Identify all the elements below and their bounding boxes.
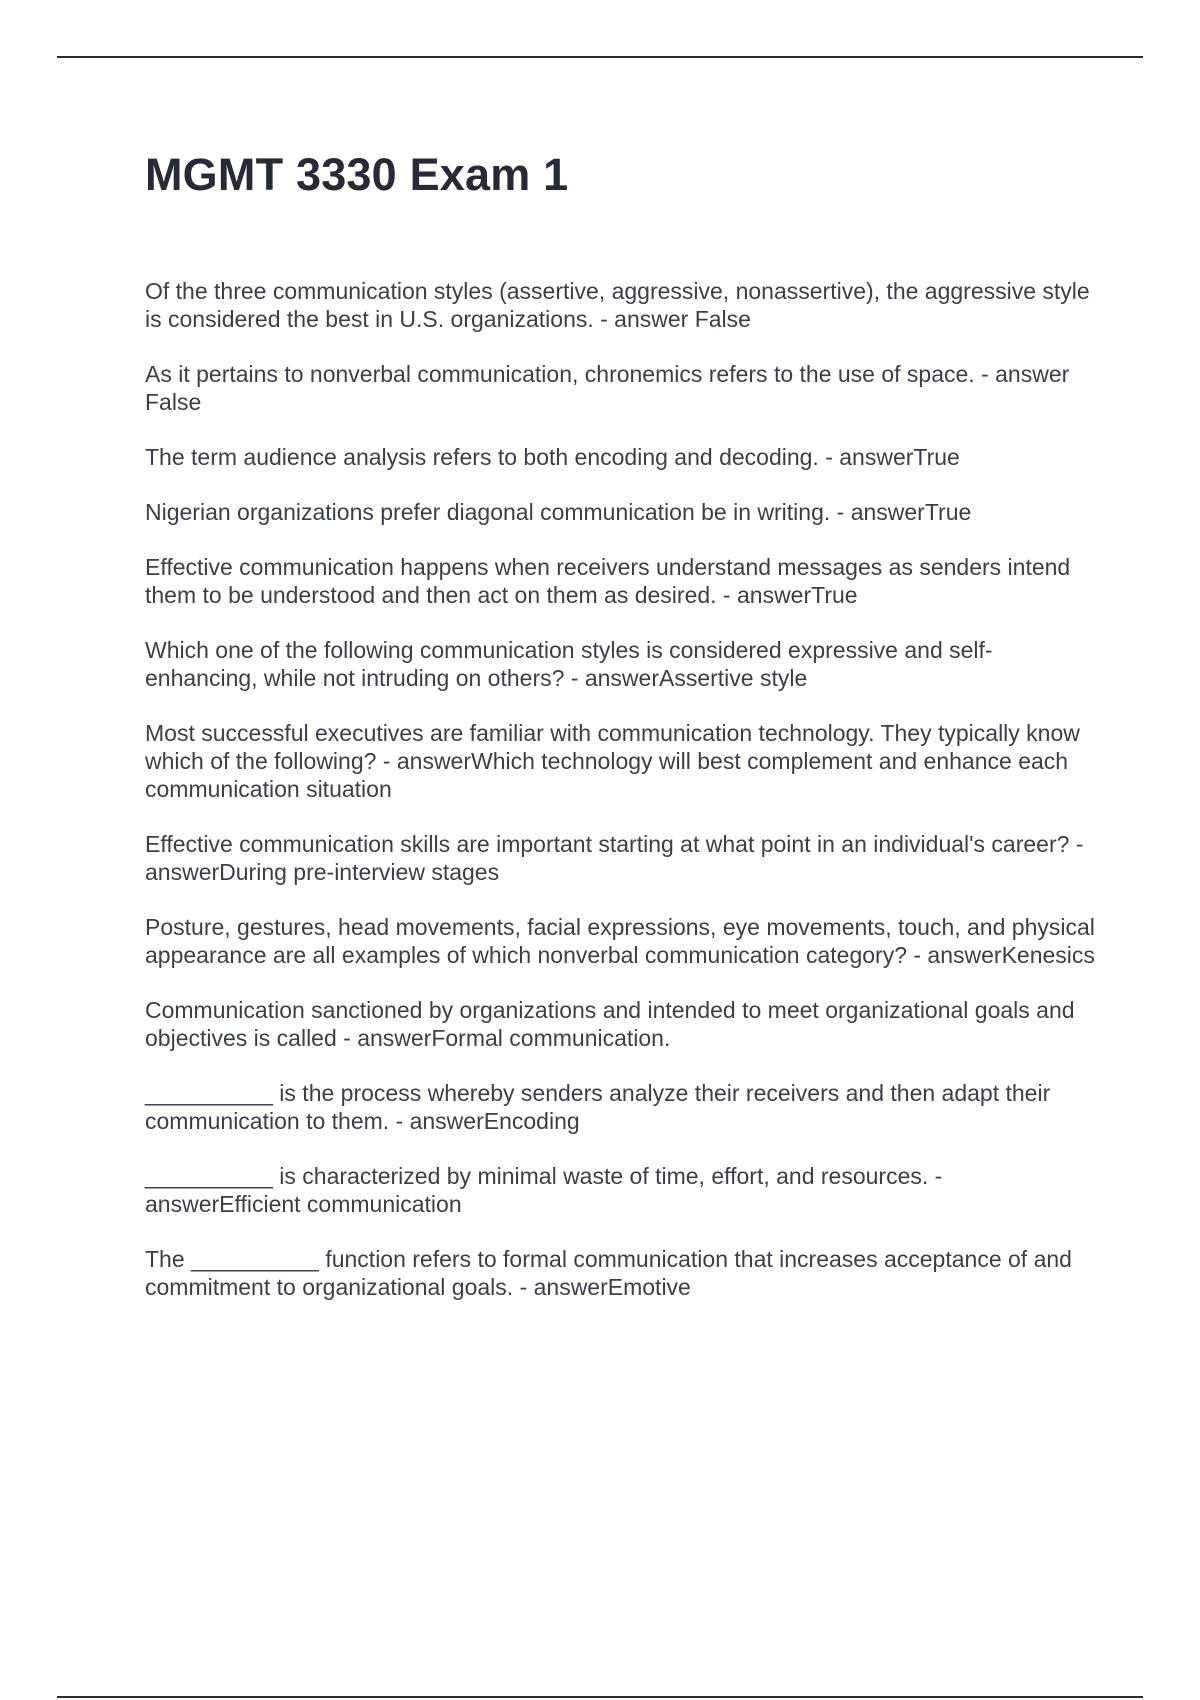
document-body	[145, 140, 1095, 1328]
top-rule	[57, 56, 1143, 58]
qa-item-2: As it pertains to nonverbal communication, chronemics refers to the use of space. - answer False	[145, 361, 1070, 415]
qa-item-8: Effective communication skills are important starting at what point in an individual's career? - answerDuring pre-interview stages	[145, 831, 1084, 885]
document-title: MGMT 3330 Exam 1	[145, 149, 569, 200]
bottom-rule	[57, 1696, 1143, 1698]
qa-item-5: Effective communication happens when receivers understand messages as senders intend them to be understood and then act on them as desired. - answerTrue	[145, 554, 1071, 608]
qa-item-7: Most successful executives are familiar with communication technology. They typically know which of the following? - answerWhich technology will best complement and enhance each communication situation	[145, 720, 1080, 802]
qa-item-1: Of the three communication styles (assertive, aggressive, nonassertive), the aggressive style is considered the best in U.S. organizations. - answer False	[145, 278, 1090, 332]
qa-item-10: Communication sanctioned by organizations and intended to meet organizational goals and objectives is called - answerFormal communication.	[145, 997, 1075, 1051]
qa-item-13: The __________ function refers to formal communication that increases acceptance of and commitment to organizational goals. - answerEmotive	[145, 1246, 1072, 1300]
qa-item-6: Which one of the following communication styles is considered expressive and self-enhancing, while not intruding on others? - answerAssertive style	[145, 637, 993, 691]
qa-item-11: __________ is the process whereby senders analyze their receivers and then adapt their communication to them. - answerEncoding	[145, 1080, 1051, 1134]
qa-item-3: The term audience analysis refers to both encoding and decoding. - answerTrue	[145, 444, 960, 470]
qa-list	[145, 277, 1095, 1301]
qa-item-12: __________ is characterized by minimal waste of time, effort, and resources. - answerEfficient communication	[145, 1163, 943, 1217]
qa-item-9: Posture, gestures, head movements, facial expressions, eye movements, touch, and physical appearance are all examples of which nonverbal communication category? - answerKenesics	[145, 914, 1095, 968]
qa-item-4: Nigerian organizations prefer diagonal communication be in writing. - answerTrue	[145, 499, 972, 525]
